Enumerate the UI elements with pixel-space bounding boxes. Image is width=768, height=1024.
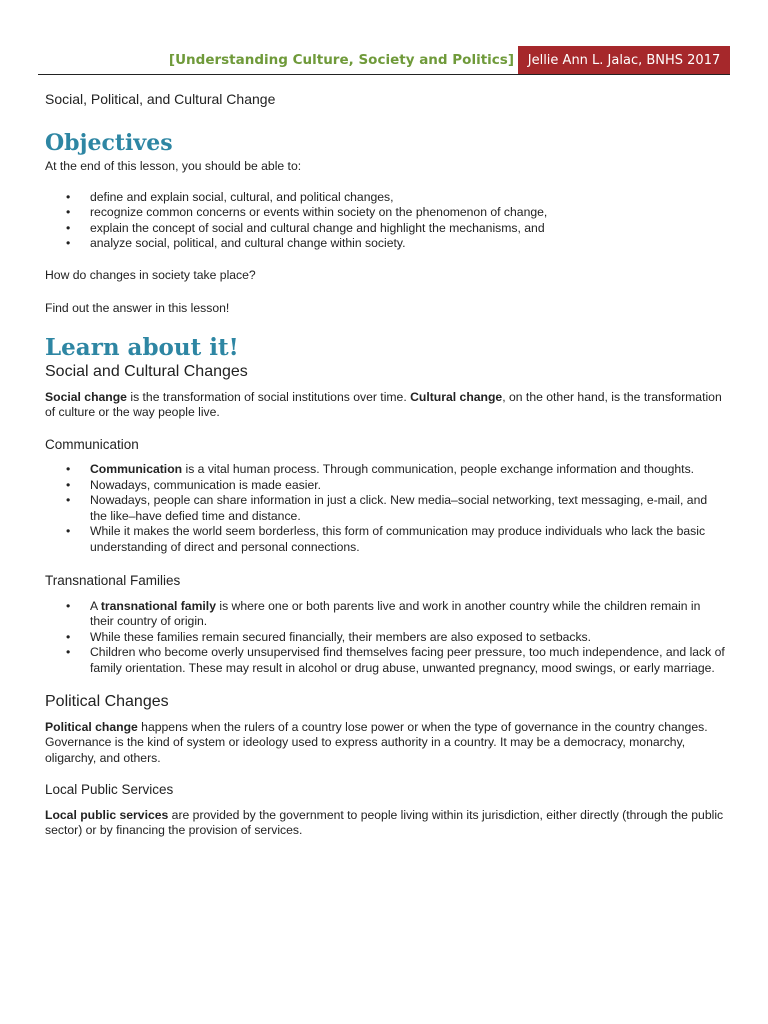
page-header: [38, 46, 730, 75]
list-item: • analyze social, political, and cultural change within society.: [90, 236, 725, 252]
list-item: • Communication is a vital human process. Through communication, people exchange information and thoughts.: [90, 462, 725, 478]
social-cultural-paragraph: Social change is the transformation of social institutions over time. Cultural change, on the other hand, is the transformation of culture or the way people live.: [45, 389, 722, 419]
term-cultural-change: Cultural change: [410, 389, 503, 404]
transnational-list: [45, 599, 725, 677]
list-item: • explain the concept of social and cultural change and highlight the mechanisms, and: [90, 221, 725, 237]
objectives-list: [45, 190, 725, 252]
list-item: • While these families remain secured financially, their members are also exposed to setbacks.: [90, 630, 725, 646]
course-title: [Understanding Culture, Society and Politics]: [168, 52, 514, 68]
list-item: • define and explain social, cultural, and political changes,: [90, 190, 725, 206]
transnational-heading: Transnational Families: [45, 573, 181, 588]
local-services-paragraph: Local public services are provided by the government to people living within its jurisdiction, either directly (through the public sector) or by financing the provision of services.: [45, 807, 724, 837]
list-item: • While it makes the world seem borderless, this form of communication may produce individuals who lack the basic understanding of direct and personal connections.: [90, 524, 725, 555]
list-item: • Children who become overly unsupervised find themselves facing peer pressure, too much independence, and lack of family orientation. These may result in alcohol or drug abuse, unwanted pregnancy, mood swings, or early marriage.: [90, 645, 725, 676]
objectives-question: How do changes in society take place?: [45, 267, 256, 282]
term-social-change: Social change: [45, 389, 127, 404]
list-item: • recognize common concerns or events within society on the phenomenon of change,: [90, 205, 725, 221]
communication-heading: Communication: [45, 436, 139, 452]
learn-heading: Learn about it!: [45, 333, 239, 361]
local-services-heading: Local Public Services: [45, 782, 174, 797]
communication-list: [45, 462, 725, 555]
objectives-intro: At the end of this lesson, you should be able to:: [45, 159, 302, 173]
list-item: • Nowadays, communication is made easier.: [90, 478, 725, 494]
political-paragraph: Political change happens when the rulers of a country lose power or when the type of governance in the country changes. Governance is the kind of system or ideology used to express authority in a country. It may be a democracy, monarchy, oligarchy, and others.: [45, 719, 708, 765]
objectives-heading: Objectives: [45, 129, 173, 156]
list-item: • A transnational family is where one or both parents live and work in another country while the children remain in their country of origin.: [90, 599, 725, 630]
list-item: • Nowadays, people can share information in just a click. New media–social networking, text messaging, e-mail, and the like–have defied time and distance.: [90, 493, 725, 524]
social-cultural-heading: Social and Cultural Changes: [45, 363, 248, 380]
author-badge: Jellie Ann L. Jalac, BNHS 2017: [518, 46, 730, 75]
objectives-find-out: Find out the answer in this lesson!: [45, 301, 230, 315]
header-rule: [38, 74, 730, 75]
document-subtitle: Social, Political, and Cultural Change: [45, 91, 276, 107]
document-body: [45, 92, 725, 839]
political-heading: Political Changes: [45, 693, 169, 710]
